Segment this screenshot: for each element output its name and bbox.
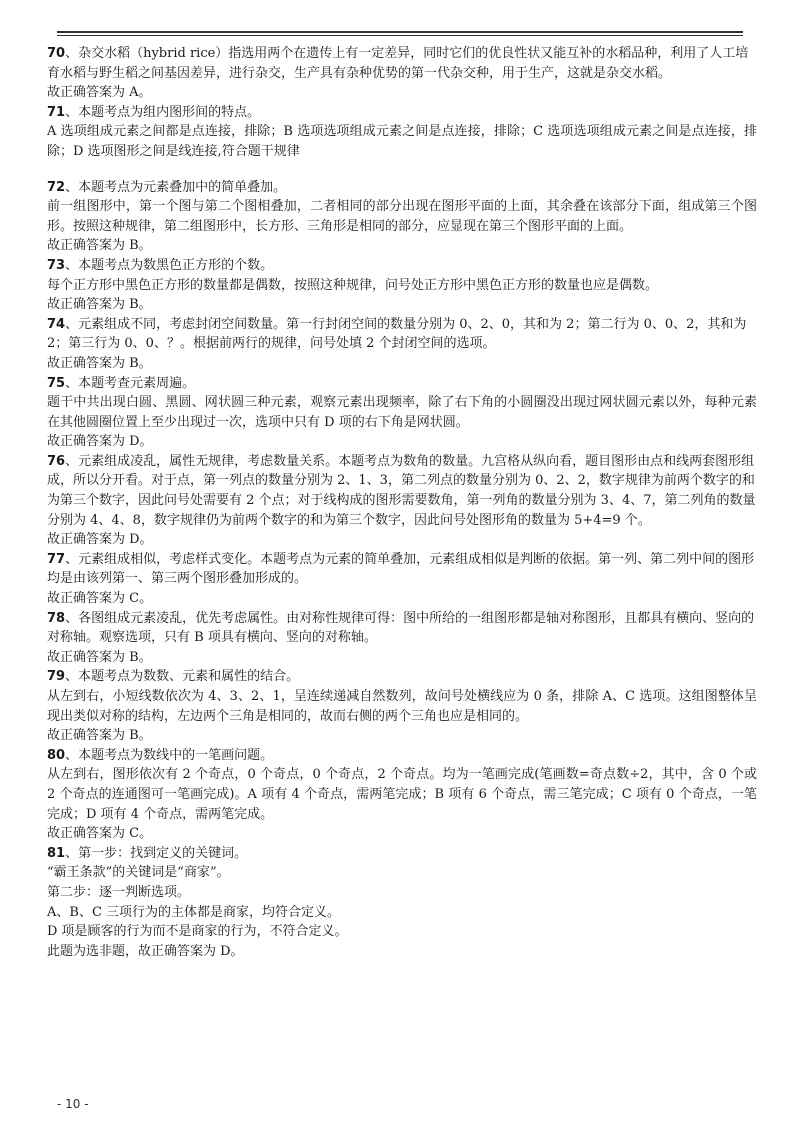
explanation-line: 故正确答案为 B。 [47,355,152,371]
explanation-line: 故正确答案为 B。 [47,728,152,744]
header-rule-thin [57,35,743,36]
explanation-line: 从左到右，小短线数依次为 4、3、2、1，呈连续递减自然数列，故问号处横线应为 0 条，排除 A、C 选项。这组图整体呈现出类似对称的结构，左边两个三角是相同的，故而右侧的两个三角也应是相同的。 [47,689,757,724]
explanation-line: “霸王条款”的关键词是“商家”。 [47,865,230,881]
explanation-line: 故正确答案为 B。 [47,238,152,254]
explanation-line: A 选项组成元素之间都是点连接，排除；B 选项选项组成元素之间是点连接，排除；C 选项选项组成元素之间是点连接，排除；D 选项图形之间是线连接,符合题干规律 [47,124,757,159]
question-number: 74 [47,316,66,332]
question-text: 、本题考点为组内图形间的特点。 [65,104,261,120]
question-number: 76 [47,453,66,469]
paragraph-gap [47,162,757,178]
explanation-line: 故正确答案为 C。 [47,826,153,842]
question-72-heading [47,178,757,198]
question-80-heading [47,746,757,766]
explanation-line: 故正确答案为 A。 [47,85,152,101]
question-text: 、各图组成元素凌乱，优先考虑属性。由对称性规律可得：图中所给的一组图形都是轴对称图形，且都具有横向、竖向的对称轴。观察选项，只有 B 项具有横向、竖向的对称轴。 [47,610,755,646]
question-70-heading [47,44,757,83]
question-71-heading [47,103,757,123]
explanation-line: 故正确答案为 D。 [47,532,153,548]
question-78-heading [47,609,757,648]
question-77-heading [47,550,757,589]
question-number: 70 [47,46,66,61]
explanation-line: 每个正方形中黑色正方形的数量都是偶数，按照这种规律，问号处正方形中黑色正方形的数量也应是偶数。 [47,277,659,293]
question-number: 71 [47,104,66,120]
question-text: 、元素组成相似，考虑样式变化。本题考点为元素的简单叠加，元素组成相似是判断的依据。第一列、第二列中间的图形均是由该列第一、第三两个图形叠加形成的。 [47,551,755,587]
question-number: 80 [47,747,66,763]
question-number: 72 [47,179,66,195]
question-79-heading [47,667,757,687]
question-number: 79 [47,669,66,685]
question-75-heading [47,374,757,394]
explanation-line: A、B、C 三项行为的主体都是商家，均符合定义。 [47,904,341,920]
question-text: 、第一步：找到定义的关键词。 [65,845,248,861]
explanation-line: 第二步：逐一判断选项。 [47,884,191,900]
explanation-line: 此题为选非题，故正确答案为 D。 [47,943,244,959]
question-73-heading [47,256,757,276]
question-text: 、本题考点为数数、元素和属性的结合。 [65,669,300,685]
question-text: 、本题考查元素周遍。 [65,375,196,391]
question-74-heading [47,315,757,354]
question-text: 、杂交水稻（hybrid rice）指选用两个在遗传上有一定差异，同时它们的优良性状又能互补的水稻品种，利用了人工培育水稻与野生稻之间基因差异，进行杂交，生产具有杂种优势的第一代杂交种，用于生产，这就是杂交水稻。 [47,46,749,81]
explanation-line: 故正确答案为 B。 [47,649,152,665]
question-text: 、元素组成不同，考虑封闭空间数量。第一行封闭空间的数量分别为 0、2、0，其和为 2；第二行为 0、0、2，其和为 2；第三行为 0、0、？。根据前两行的规律，问号处填 2 个封闭空间的选项。 [47,316,747,352]
answer-explanations [47,44,757,961]
question-text: 、本题考点为数黑色正方形的个数。 [65,257,274,273]
header-rule-thick [57,31,743,33]
explanation-line: 题干中共出现白圆、黑圆、网状圆三种元素，观察元素出现频率，除了右下角的小圆圈没出现过网状圆元素以外，每种元素在其他圆圈位置上至少出现过一次，选项中只有 D 项的右下角是网状圆。 [47,395,757,430]
question-number: 75 [47,375,66,391]
question-number: 73 [47,257,66,273]
explanation-line: 故正确答案为 C。 [47,591,153,607]
question-number: 78 [47,610,66,626]
question-text: 、本题考点为数线中的一笔画问题。 [65,747,274,763]
explanation-line: 故正确答案为 D。 [47,434,153,450]
explanation-line: 从左到右，图形依次有 2 个奇点，0 个奇点，0 个奇点，2 个奇点。均为一笔画完成(笔画数=奇点数÷2，其中，含 0 个或 2 个奇点的连通图可一笔画完成)。A 项有 4 个奇点，需两笔完成；B 项有 6 个奇点，需三笔完成；C 项有 0 个奇点，一笔完成；D 项有 4 个奇点，需两笔完成。 [47,767,757,822]
question-text: 、元素组成凌乱，属性无规律，考虑数量关系。本题考点为数角的数量。九宫格从纵向看，题目图形由点和线两套图形组成，所以分开看。对于点，第一列点的数量分别为 2、1、3，第二列点的数量分别为 0、2、2，数字规律为前两个数字的和为第三个数字，因此问号处需要有 2 个点；对于线构成的图形需要数角，第一列角的数量分别为 3、4、7，第二列角的数量分别为 4、4、8，数字规律仍为前两个数字的和为第三个数字，因此问号处图形角的数量为 5+4=9 个。 [47,453,756,528]
question-81-heading [47,844,757,864]
question-text: 、本题考点为元素叠加中的简单叠加。 [65,179,287,195]
page-number: - 10 - [57,1097,89,1111]
question-76-heading [47,452,757,530]
explanation-line: 前一组图形中，第一个图与第二个图相叠加，二者相同的部分出现在图形平面的上面，其余叠在该部分下面，组成第三个图形。按照这种规律，第二组图形中，长方形、三角形是相同的部分，应显现在第三个图形平面的上面。 [47,199,757,234]
question-number: 81 [47,845,66,861]
explanation-line: 故正确答案为 B。 [47,297,152,313]
explanation-line: D 项是顾客的行为而不是商家的行为，不符合定义。 [47,924,348,940]
question-number: 77 [47,551,66,567]
